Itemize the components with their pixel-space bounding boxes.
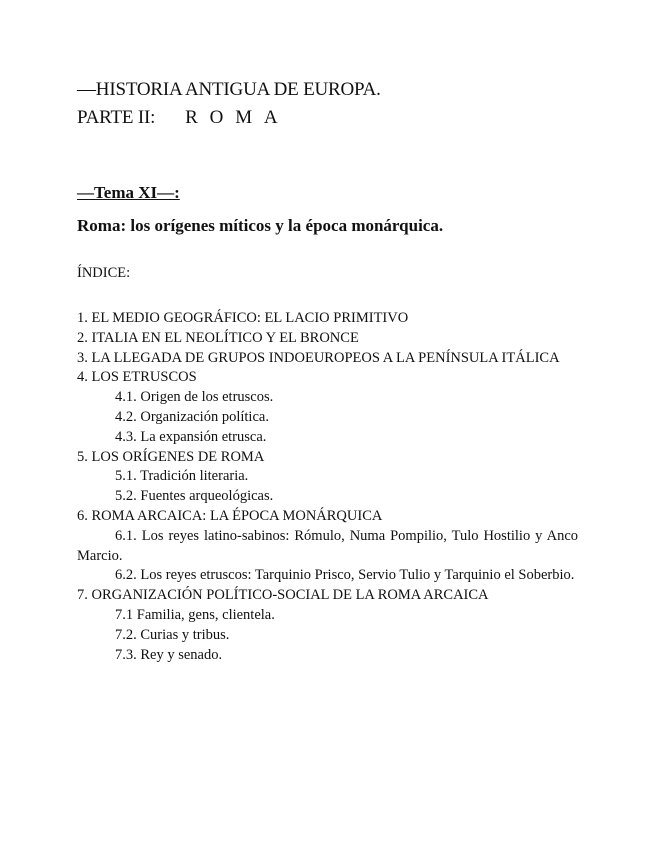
toc-item-7-3: 7.3. Rey y senado. — [115, 646, 223, 663]
index-label: ÍNDICE: — [77, 265, 131, 281]
toc-item-5-2: 5.2. Fuentes arqueológicas. — [115, 488, 274, 505]
roma-letter-a: A — [263, 107, 278, 128]
table-of-contents — [77, 309, 578, 665]
toc-item-6-2: 6.2. Los reyes etruscos: Tarquinio Prisco, Servio Tulio y Tarquinio el Soberbio. — [115, 567, 575, 584]
tema-subtitle: Roma: los orígenes míticos y la época monárquica. — [77, 216, 444, 235]
toc-item-4-1: 4.1. Origen de los etruscos. — [115, 389, 274, 406]
roma-letter-o: O — [209, 107, 224, 128]
toc-item-6-1: 6.1. Los reyes latino-sabinos: Rómulo, Numa Pompilio, Tulo Hostilio y Anco Marcio. — [77, 527, 578, 564]
toc-item-5: 5. LOS ORÍGENES DE ROMA — [77, 448, 265, 465]
part-title — [77, 107, 277, 129]
toc-item-5-1: 5.1. Tradición literaria. — [115, 468, 249, 485]
part-label: PARTE II: — [77, 107, 156, 128]
toc-item-4: 4. LOS ETRUSCOS — [77, 369, 197, 386]
toc-item-7-2: 7.2. Curias y tribus. — [115, 626, 230, 643]
roma-letter-r: R — [185, 107, 198, 128]
toc-item-7: 7. ORGANIZACIÓN POLÍTICO-SOCIAL DE LA ROMA ARCAICA — [77, 587, 489, 604]
toc-item-2: 2. ITALIA EN EL NEOLÍTICO Y EL BRONCE — [77, 329, 359, 346]
toc-item-1: 1. EL MEDIO GEOGRÁFICO: EL LACIO PRIMITIVO — [77, 310, 409, 326]
toc-item-7-1: 7.1 Familia, gens, clientela. — [115, 606, 275, 623]
toc-item-6: 6. ROMA ARCAICA: LA ÉPOCA MONÁRQUICA — [77, 507, 383, 524]
document-title: —HISTORIA ANTIGUA DE EUROPA. — [77, 79, 381, 100]
toc-item-3: 3. LA LLEGADA DE GRUPOS INDOEUROPEOS A LA PENÍNSULA ITÁLICA — [77, 349, 560, 366]
toc-item-4-2: 4.2. Organización política. — [115, 408, 269, 425]
tema-heading: —Tema XI—: — [77, 183, 180, 202]
toc-item-4-3: 4.3. La expansión etrusca. — [115, 428, 267, 445]
roma-letter-m: M — [235, 107, 252, 128]
